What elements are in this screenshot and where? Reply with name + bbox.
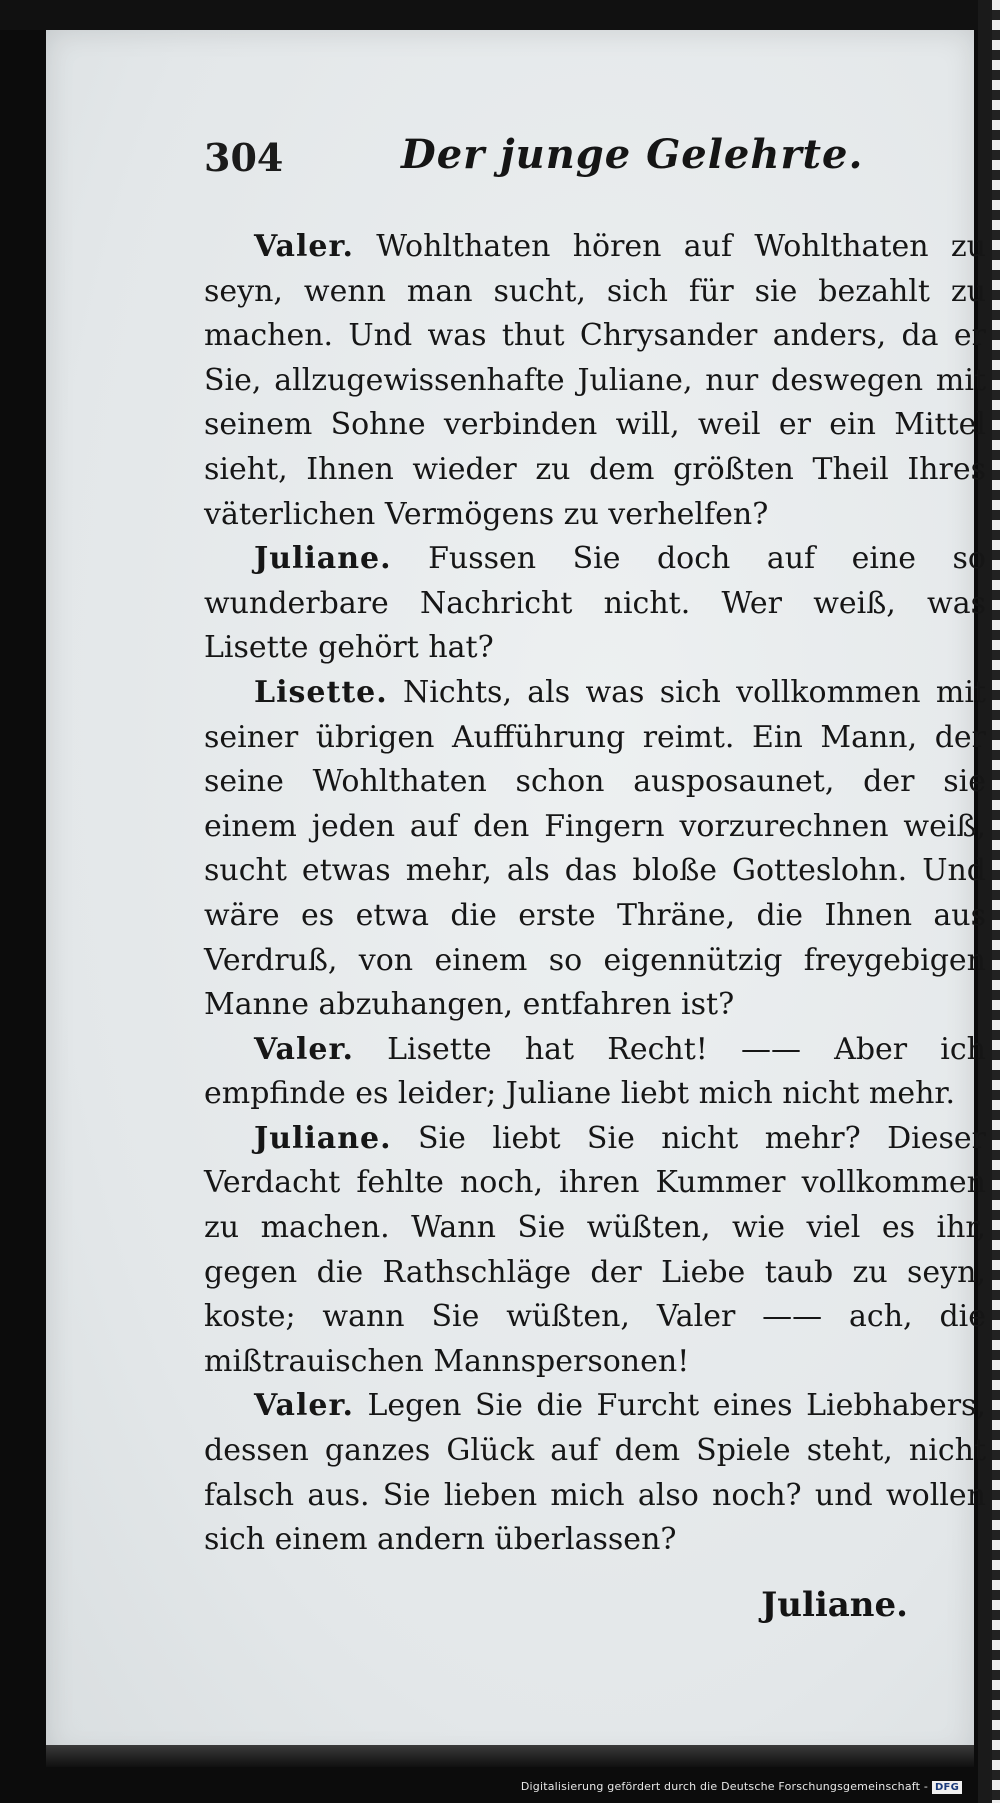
speaker-label: Valer. [254,1388,354,1424]
paragraph-text: Legen Sie die Furcht eines Liebhabers, dessen ganzes Glück auf dem Spiele steht, nicht falsch aus. Sie lieben mich also noch? und wollen sich einem andern überlassen? [204,1388,986,1558]
speaker-label: Valer. [254,1031,354,1067]
paragraph-text: Sie liebt Sie nicht mehr? Dieser Verdacht fehlte noch, ihren Kummer vollkommen zu machen. Wann Sie wüßten, wie viel es ihr, gegen die Rathschläge der Liebe taub zu seyn, koste; wann Sie wüßten, Valer —— ach, die mißtrauischen Mannspersonen! [204,1120,986,1379]
paragraph-text: Fussen Sie doch auf eine so wunderbare Nachricht nicht. Wer weiß, was Lisette gehört hat? [204,541,986,666]
paragraph-valer-3 [204,1384,986,1562]
paragraph-lisette-1 [204,671,986,1028]
running-title: Der junge Gelehrte. [401,131,864,178]
speaker-label: Juliane. [254,1120,392,1156]
page-header [46,125,974,195]
body-text [204,225,986,1563]
page-bottom-shadow [46,1745,974,1767]
paragraph-valer-1 [204,225,986,537]
book-page [46,30,986,1758]
catchword: Juliane. [761,1585,908,1625]
scan-ruler-edge [992,0,1000,1803]
digitization-credit [521,1780,962,1794]
speaker-label: Lisette. [254,674,388,710]
paragraph-juliane-1 [204,537,986,671]
paragraph-text: Lisette hat Recht! —— Aber ich empfinde es leider; Juliane liebt mich nicht mehr. [204,1031,986,1112]
dfg-logo: DFG [932,1781,962,1794]
speaker-label: Juliane. [254,541,392,577]
speaker-label: Valer. [254,229,354,264]
credit-text: Digitalisierung gefördert durch die Deutsche Forschungsgemeinschaft - [520,1780,929,1793]
paragraph-text: Nichts, als was sich vollkommen mit seiner übrigen Aufführung reimt. Ein Mann, der seine Wohlthaten schon ausposaunet, der sie einem jeden auf den Fingern vorzurechnen weiß, sucht etwas mehr, als das bloße Gotteslohn. Und wäre es etwa die erste Thräne, die Ihnen aus Verdruß, von einem so eigennützig freygebigen Manne abzuhangen, entfahren ist? [204,674,986,1023]
scan-top-border [0,0,1000,30]
paragraph-text: Wohlthaten hören auf Wohlthaten zu seyn, wenn man sucht, sich für sie bezahlt zu machen. Und was thut Chrysander anders, da er Sie, allzugewissenhafte Juliane, nur deswegen mit seinem Sohne verbinden will, weil er ein Mittel sieht, Ihnen wieder zu dem größten Theil Ihres väterlichen Vermögens zu verhelfen? [204,229,986,532]
paragraph-juliane-2 [204,1117,986,1385]
paragraph-valer-2 [204,1028,986,1117]
page-number: 304 [204,135,284,180]
